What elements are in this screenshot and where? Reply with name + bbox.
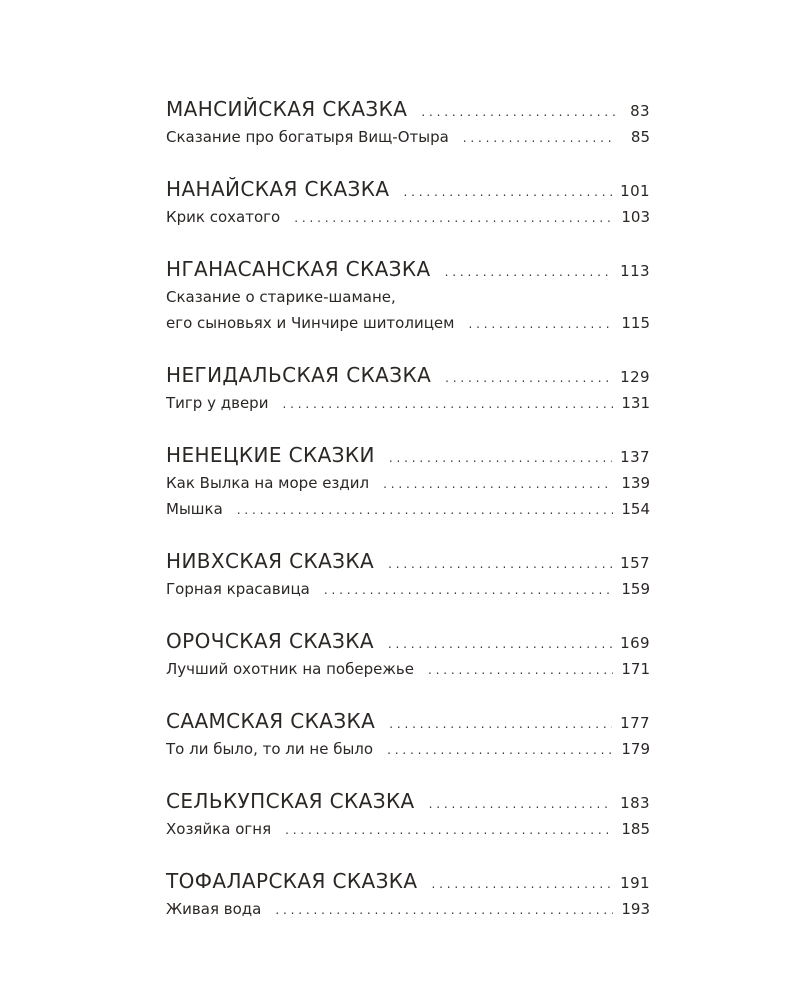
section-heading-row[interactable]	[166, 174, 650, 204]
toc-section	[166, 174, 650, 230]
section-title: СЕЛЬКУПСКАЯ СКАЗКА	[166, 789, 415, 813]
dot-leader	[428, 657, 613, 683]
page-number: 191	[620, 874, 650, 892]
story-title: Тигр у двери	[166, 394, 269, 412]
dot-leader	[421, 97, 616, 127]
story-entry-row[interactable]	[166, 390, 650, 416]
section-title: НИВХСКАЯ СКАЗКА	[166, 549, 375, 573]
story-title: Сказание о старике-шамане,	[166, 288, 396, 306]
section-heading-row[interactable]	[166, 626, 650, 656]
story-title: его сыновьях и Чинчире шитолицем	[166, 314, 455, 332]
section-title: СААМСКАЯ СКАЗКА	[166, 709, 376, 733]
dot-leader	[237, 497, 614, 523]
story-title: Лучший охотник на побережье	[166, 660, 414, 678]
story-title: То ли было, то ли не было	[166, 740, 374, 758]
dot-leader	[388, 549, 612, 579]
toc-section	[166, 440, 650, 522]
toc-section	[166, 94, 650, 150]
page-number: 159	[621, 580, 650, 598]
page-number: 113	[620, 262, 650, 280]
dot-leader	[275, 897, 613, 923]
page-number: 169	[620, 634, 650, 652]
section-heading-row[interactable]	[166, 866, 650, 896]
section-title: НЕГИДАЛЬСКАЯ СКАЗКА	[166, 363, 432, 387]
story-entry-row[interactable]	[166, 656, 650, 682]
section-title: НАНАЙСКАЯ СКАЗКА	[166, 177, 390, 201]
dot-leader	[445, 363, 612, 393]
story-entry-row[interactable]	[166, 470, 650, 496]
dot-leader	[468, 311, 613, 337]
section-title: МАНСИЙСКАЯ СКАЗКА	[166, 97, 408, 121]
story-title: Живая вода	[166, 900, 262, 918]
section-heading-row[interactable]	[166, 786, 650, 816]
dot-leader	[388, 629, 612, 659]
page-number: 185	[621, 820, 650, 838]
story-entry-row[interactable]	[166, 284, 650, 310]
dot-leader	[389, 709, 612, 739]
dot-leader	[445, 257, 613, 287]
dot-leader	[285, 817, 613, 843]
story-title: Как Вылка на море ездил	[166, 474, 370, 492]
story-title: Сказание про богатыря Вищ-Отыра	[166, 128, 449, 146]
dot-leader	[389, 443, 612, 473]
story-entry-row[interactable]	[166, 124, 650, 150]
page-number: 83	[630, 102, 650, 120]
page-number: 85	[630, 128, 650, 146]
section-heading-row[interactable]	[166, 360, 650, 390]
page-number: 137	[620, 448, 650, 466]
page-number: 183	[620, 794, 650, 812]
section-title: НЕНЕЦКИЕ СКАЗКИ	[166, 443, 375, 467]
section-heading-row[interactable]	[166, 94, 650, 124]
toc-section	[166, 626, 650, 682]
table-of-contents	[166, 94, 650, 946]
page-number: 177	[620, 714, 650, 732]
story-title: Крик сохатого	[166, 208, 281, 226]
page-number: 131	[621, 394, 650, 412]
page-number: 101	[620, 182, 650, 200]
page-number: 179	[621, 740, 650, 758]
page-number: 129	[620, 368, 650, 386]
toc-section	[166, 360, 650, 416]
dot-leader	[432, 869, 613, 899]
section-heading-row[interactable]	[166, 440, 650, 470]
section-heading-row[interactable]	[166, 254, 650, 284]
page-number: 157	[620, 554, 650, 572]
page-number: 139	[621, 474, 650, 492]
story-entry-row[interactable]	[166, 310, 650, 336]
story-entry-row[interactable]	[166, 496, 650, 522]
page-number: 154	[621, 500, 650, 518]
dot-leader	[429, 789, 613, 819]
story-entry-row[interactable]	[166, 816, 650, 842]
dot-leader	[282, 391, 613, 417]
story-title: Хозяйка огня	[166, 820, 272, 838]
toc-section	[166, 706, 650, 762]
story-entry-row[interactable]	[166, 896, 650, 922]
dot-leader	[294, 205, 613, 231]
dot-leader	[383, 471, 613, 497]
page-number: 115	[621, 314, 650, 332]
dot-leader	[324, 577, 614, 603]
dot-leader	[387, 737, 613, 763]
section-title: НГАНАСАНСКАЯ СКАЗКА	[166, 257, 431, 281]
section-heading-row[interactable]	[166, 706, 650, 736]
story-entry-row[interactable]	[166, 736, 650, 762]
story-title: Мышка	[166, 500, 223, 518]
story-entry-row[interactable]	[166, 576, 650, 602]
section-title: ОРОЧСКАЯ СКАЗКА	[166, 629, 374, 653]
dot-leader	[463, 125, 616, 151]
toc-section	[166, 866, 650, 922]
section-title: ТОФАЛАРСКАЯ СКАЗКА	[166, 869, 418, 893]
dot-leader	[403, 177, 612, 207]
page-number: 193	[621, 900, 650, 918]
section-heading-row[interactable]	[166, 546, 650, 576]
toc-section	[166, 254, 650, 336]
story-entry-row[interactable]	[166, 204, 650, 230]
story-title: Горная красавица	[166, 580, 310, 598]
page-number: 103	[621, 208, 650, 226]
toc-section	[166, 786, 650, 842]
page-number: 171	[621, 660, 650, 678]
toc-section	[166, 546, 650, 602]
